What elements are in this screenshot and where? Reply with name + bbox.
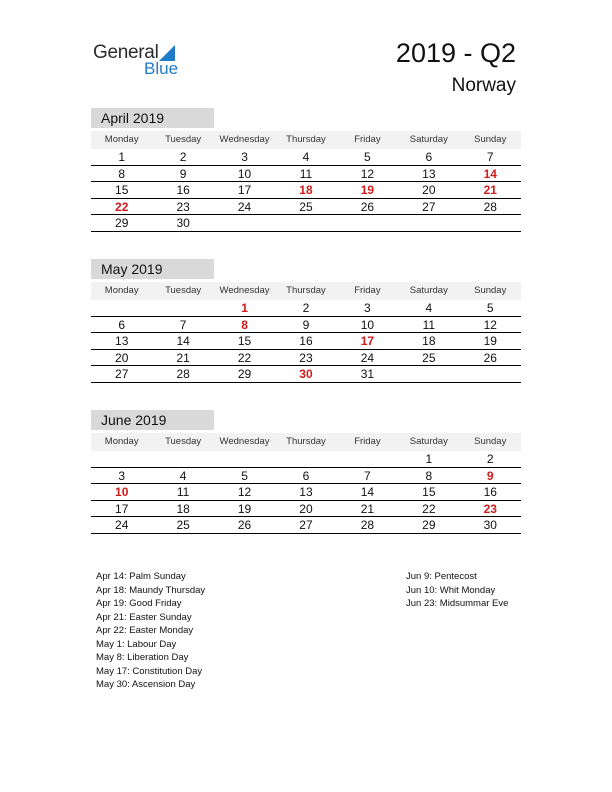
holiday-note: Apr 18: Maundy Thursday [96,584,206,596]
holiday-list-right [406,570,508,611]
day-cell: 30 [176,216,190,230]
day-cell: 24 [115,518,129,532]
brand-logo [93,42,193,82]
day-cell: 18 [176,501,190,516]
day-cell: 8 [118,166,126,181]
day-cell: 21 [176,350,190,365]
day-cell: 11 [422,317,436,332]
day-cell [398,366,459,382]
day-cell: 24 [360,350,375,365]
holiday-day-cell: 9 [486,468,494,483]
holiday-note: Apr 14: Palm Sunday [96,571,186,582]
day-cell: 6 [302,468,310,483]
day-cell: 4 [302,150,310,164]
week-row [91,484,521,501]
weekday-header [91,131,521,149]
day-cell: 11 [176,485,190,499]
day-cell: 28 [176,367,190,381]
day-cell [91,451,152,467]
day-cell: 15 [237,334,252,348]
day-cell [275,215,336,231]
day-cell [214,215,275,231]
day-cell: 12 [483,317,497,332]
weekday-label: Friday [354,436,381,447]
holiday-note: May 17: Constitution Day [96,665,203,677]
weekday-label: Monday [104,436,139,447]
day-cell: 16 [299,334,313,348]
day-cell [398,215,459,231]
day-cell: 1 [425,452,433,466]
logo-text-general: General [93,42,159,63]
holiday-note: May 8: Liberation Day [96,652,189,663]
day-cell: 28 [483,199,497,214]
weekday-label: Sunday [474,134,507,145]
week-row [91,317,521,334]
day-cell: 17 [237,183,252,197]
holiday-list-left [96,570,205,692]
day-cell: 19 [483,334,497,348]
day-cell: 26 [360,199,375,214]
day-cell: 29 [115,216,129,230]
week-row [91,517,521,534]
day-cell: 14 [176,334,190,348]
day-cell: 23 [176,199,190,214]
day-cell: 8 [425,468,433,483]
day-cell: 5 [364,150,371,164]
day-cell: 10 [237,166,252,181]
day-cell: 26 [483,350,497,365]
weekday-label: Thursday [286,134,326,145]
day-cell: 4 [425,301,433,315]
holiday-note: May 30: Ascension Day [96,679,196,690]
weekday-label: Wednesday [219,436,270,447]
holiday-day-cell: 19 [360,183,375,197]
weekday-label: Friday [354,134,381,145]
day-cell: 20 [115,350,129,365]
day-cell: 28 [360,518,375,532]
day-cell: 22 [422,501,436,516]
day-cell [91,300,152,316]
day-cell: 25 [176,518,190,532]
holiday-day-cell: 10 [115,485,129,499]
day-cell: 19 [237,501,252,516]
day-cell: 9 [179,166,187,181]
holiday-day-cell: 30 [299,367,313,381]
day-cell [337,451,398,467]
day-cell: 11 [299,166,313,181]
day-cell: 27 [299,518,313,532]
weekday-label: Thursday [286,285,326,296]
month-label: May 2019 [91,259,214,279]
day-cell: 6 [118,317,126,332]
day-cell: 12 [360,166,375,181]
day-cell: 3 [364,301,371,315]
day-cell [275,451,336,467]
day-cell: 3 [118,468,126,483]
holiday-day-cell: 1 [241,301,248,315]
day-cell: 7 [486,150,494,164]
month-april [91,108,521,232]
day-cell: 24 [237,199,252,214]
day-cell: 25 [299,199,313,214]
weekday-label: Saturday [409,134,448,145]
day-cell: 29 [422,518,436,532]
day-cell: 9 [302,317,310,332]
week-row [91,350,521,367]
day-cell: 30 [483,518,497,532]
holiday-note: May 1: Labour Day [96,638,177,650]
week-row [91,182,521,199]
holiday-day-cell: 8 [241,317,248,332]
holiday-day-cell: 21 [483,183,497,197]
day-cell: 7 [179,317,187,332]
month-june [91,410,521,534]
day-cell: 18 [422,334,436,348]
day-cell: 1 [118,150,126,164]
day-cell [460,215,521,231]
day-cell: 26 [237,518,252,532]
day-cell: 27 [422,199,436,214]
day-cell [214,451,275,467]
day-cell: 16 [483,485,497,499]
day-cell: 13 [115,334,129,348]
holiday-day-cell: 18 [299,183,313,197]
week-row [91,451,521,468]
day-cell: 12 [237,485,252,499]
weekday-label: Wednesday [219,134,270,145]
day-cell: 2 [486,452,494,466]
weekday-label: Tuesday [165,285,202,296]
day-cell: 3 [241,150,248,164]
day-cell [152,451,213,467]
week-row [91,199,521,216]
weekday-label: Saturday [409,436,448,447]
weekday-label: Tuesday [165,134,202,145]
week-row [91,215,521,232]
month-may [91,259,521,383]
week-row [91,366,521,383]
weekday-label: Sunday [474,285,507,296]
day-cell: 21 [360,501,375,516]
weekday-header [91,433,521,451]
day-cell: 5 [486,301,494,315]
weekday-label: Saturday [409,285,448,296]
month-label: April 2019 [91,108,214,128]
holiday-day-cell: 17 [360,334,375,348]
day-cell: 25 [422,350,436,365]
day-cell: 14 [360,485,375,499]
holiday-note: Jun 23: Midsummar Eve [406,598,509,609]
holiday-day-cell: 23 [483,501,497,516]
day-cell: 22 [237,350,252,365]
week-row [91,468,521,485]
weekday-label: Tuesday [165,436,202,447]
day-cell [460,366,521,382]
weekday-label: Thursday [286,436,326,447]
day-cell: 7 [364,468,371,483]
day-cell: 5 [241,468,248,483]
day-cell: 27 [115,367,129,381]
holiday-note: Apr 19: Good Friday [96,598,182,609]
logo-text-blue: Blue [144,59,179,78]
day-cell: 13 [299,485,313,499]
week-row [91,501,521,518]
weekday-label: Wednesday [219,285,270,296]
country-name: Norway [451,75,516,96]
day-cell: 15 [115,183,129,197]
day-cell: 10 [360,317,375,332]
week-row [91,300,521,317]
weekday-label: Sunday [474,436,507,447]
week-row [91,166,521,183]
weekday-label: Monday [104,285,139,296]
holiday-note: Jun 9: Pentecost [406,571,477,582]
month-label: June 2019 [91,410,214,430]
week-row [91,333,521,350]
day-cell: 2 [302,301,310,315]
page-title: 2019 - Q2 [395,38,516,68]
day-cell: 16 [176,183,190,197]
day-cell: 23 [299,350,313,365]
day-cell [337,215,398,231]
weekday-header [91,282,521,300]
day-cell: 15 [422,485,436,499]
day-cell: 4 [179,468,187,483]
day-cell: 20 [422,183,436,197]
day-cell: 17 [115,501,129,516]
day-cell: 31 [360,367,375,381]
holiday-note: Apr 21: Easter Sunday [96,611,192,623]
day-cell: 13 [422,166,436,181]
weekday-label: Monday [104,134,139,145]
day-cell: 20 [299,501,313,516]
day-cell [152,300,213,316]
holiday-day-cell: 22 [115,199,129,214]
week-row [91,149,521,166]
holiday-day-cell: 14 [483,166,497,181]
weekday-label: Friday [354,285,381,296]
holiday-note: Apr 22: Easter Monday [96,625,194,636]
day-cell: 6 [425,150,433,164]
day-cell: 2 [179,150,187,164]
holiday-note: Jun 10: Whit Monday [406,584,496,596]
day-cell: 29 [237,367,252,381]
